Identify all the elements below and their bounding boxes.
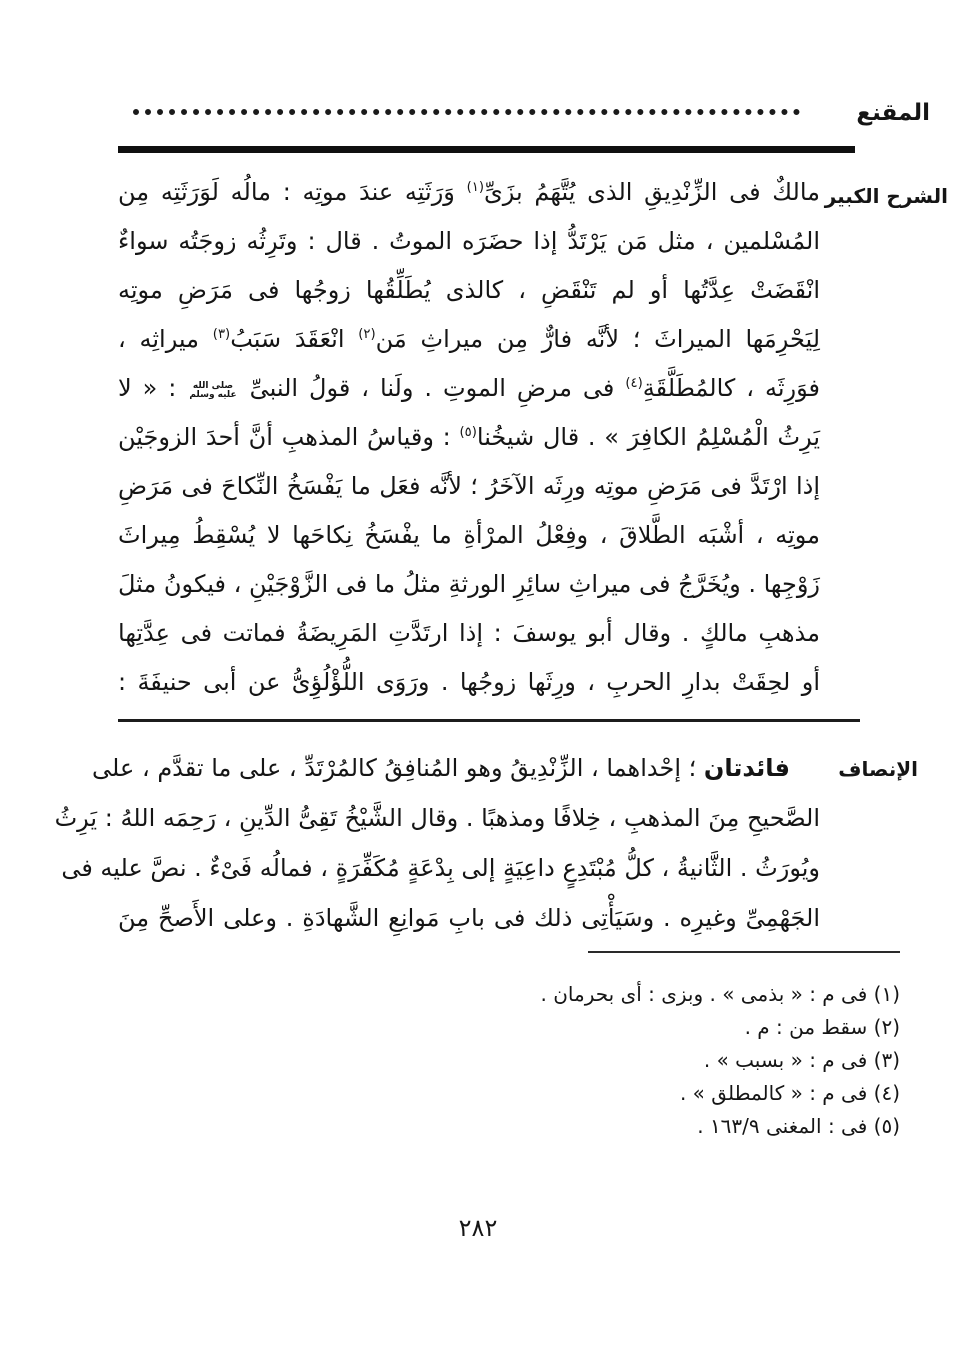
- margin-label-insaf: الإنصاف: [838, 757, 918, 781]
- text-line: الجَهْمِىِّ وغيرِه . وسَيَأْتِى ذلك فى بابِ مَوانِعِ الشَّهادَةِ . وعلى الأَصحِّ مِنَ: [118, 904, 820, 932]
- page-number: ٢٨٢: [458, 1214, 498, 1242]
- footnote-item: (٢) سقط من : م .: [744, 1015, 900, 1039]
- section-divider-rule: [118, 719, 860, 722]
- footnote-item: (٣) فى م : « بسبب » .: [703, 1048, 900, 1072]
- sharh-text-block: [118, 168, 820, 707]
- footnote-separator-rule: [588, 951, 900, 953]
- text-line: أو لحِقَتْ بدارِ الحربِ ، ورِثَها زوجُها . ورَوَى اللُّؤْلُؤِىُّ عن أبى حنيفَةَ :: [118, 668, 820, 696]
- footnote-item: (٤) فى م : « كالمطلق » .: [679, 1081, 900, 1105]
- header-rule: [118, 146, 855, 153]
- text-line: يَرِثُ الْمُسْلِمُ الكافِرَ » . قال شيخُنا$^{(٥)}$ : وقياسُ المذهبِ أنَّ أحدَ الزوجَيْن: [118, 423, 820, 451]
- text-line: إذا ارْتَدَّ فى مَرَضِ موتِه ورِثَه الآخَرُ ؛ لأنَّه فعَل ما يَفْسَخُ النِّكاحَ فى مَرَضِ: [118, 472, 820, 500]
- bold-lead-word: فائدتان: [703, 754, 790, 782]
- text-line: مالكٌ فى الزِّنْدِيقِ الذى يُتَّهَمُ بزَىِّ$^{(١)}$ وَرَثَتِه عندَ موتِه : مالُه لَوَرَثَتِه مِن: [118, 178, 820, 206]
- text-segment: فوَرِثَه ، كالمُطَلَّقَةِ$^{(٤)}$ فى مرضِ الموتِ . ولَنا ، قولُ النبىِّ: [249, 374, 820, 402]
- text-segment: ؛ إحْداهما ، الزِّنْدِيقُ وهو المُنافِقُ كالمُرْتَدِّ ، على ما تقدَّم ، على: [92, 754, 697, 782]
- text-line: انْقَضَتْ عِدَّتُها أو لم تَنْقَضِ ، كالذى يُطَلِّقُها زوجُها فى مَرَضِ موتِه: [118, 276, 820, 304]
- salawat-symbol: [189, 382, 236, 400]
- text-line: موتِه ، أشْبَه الطَّلاقَ ، وفِعْلُ المرْأةِ ما يفْسَخُ نِكاحَها لا يُسْقِطُ مِيراثَ: [118, 521, 820, 549]
- footnote-item: (١) فى م : « بذمى » . وبزى : أى بحرمان .: [540, 982, 900, 1006]
- text-line-faidatan: [92, 743, 820, 793]
- footnotes-block: [380, 978, 900, 1143]
- header-work-title: المقنع: [856, 100, 930, 126]
- dotted-leader-line: [133, 106, 800, 115]
- text-line-with-salawat: [118, 364, 820, 413]
- text-segment: : « لا: [118, 374, 177, 402]
- text-line: ويُورَثُ . الثَّانيةُ ، كلُّ مُبْتَدِعٍ داعِيَةٍ إلى بِدْعَةٍ مُكَفِّرَةٍ ، فمالُه فَىْءٌ . نصَّ عليه فى: [61, 854, 820, 882]
- text-line: لِيَحْرِمَها الميراثَ ؛ لأنَّه فارٌّ مِن ميراثِ مَن$^{(٢)}$ انْعَقَدَ سَبَبُ$^{(٣)}$ ميراثِه ،: [118, 325, 821, 353]
- margin-label-sharh-alkabir: الشرح الكبير: [824, 184, 948, 208]
- text-line: مذهبِ مالكٍ . وقال أبو يوسفَ : إذا ارتَدَّتِ المَرِيضَةُ فماتت فى عِدَّتِها: [118, 619, 820, 647]
- text-line: الصَّحيحِ مِنَ المذهبِ ، خِلافًا ومذهبًا . وقال الشَّيْخُ تَقِىُّ الدِّينِ ، رَحِمَه اللهُ : يَرِثُ: [54, 804, 820, 832]
- footnote-item: (٥) فى : المغنى ١٦٣/٩ .: [697, 1114, 900, 1138]
- salawat-bottom: عليه وسلم: [189, 390, 237, 400]
- text-line: المُسْلمين ، مثل مَن يَرْتَدُّ إذا حضَرَه الموتُ . قال : وتَرِثُه زوجَتُه سواءٌ: [118, 227, 820, 255]
- text-line: زَوْجِها . ويُخَرَّجُ فى ميراثِ سائِرِ الورثةِ مثلُ ما فى الزَّوْجَيْنِ ، فيكونُ مثلَ: [118, 570, 820, 598]
- salawat-top: صلى الله: [192, 381, 234, 391]
- insaf-text-block: [54, 743, 820, 943]
